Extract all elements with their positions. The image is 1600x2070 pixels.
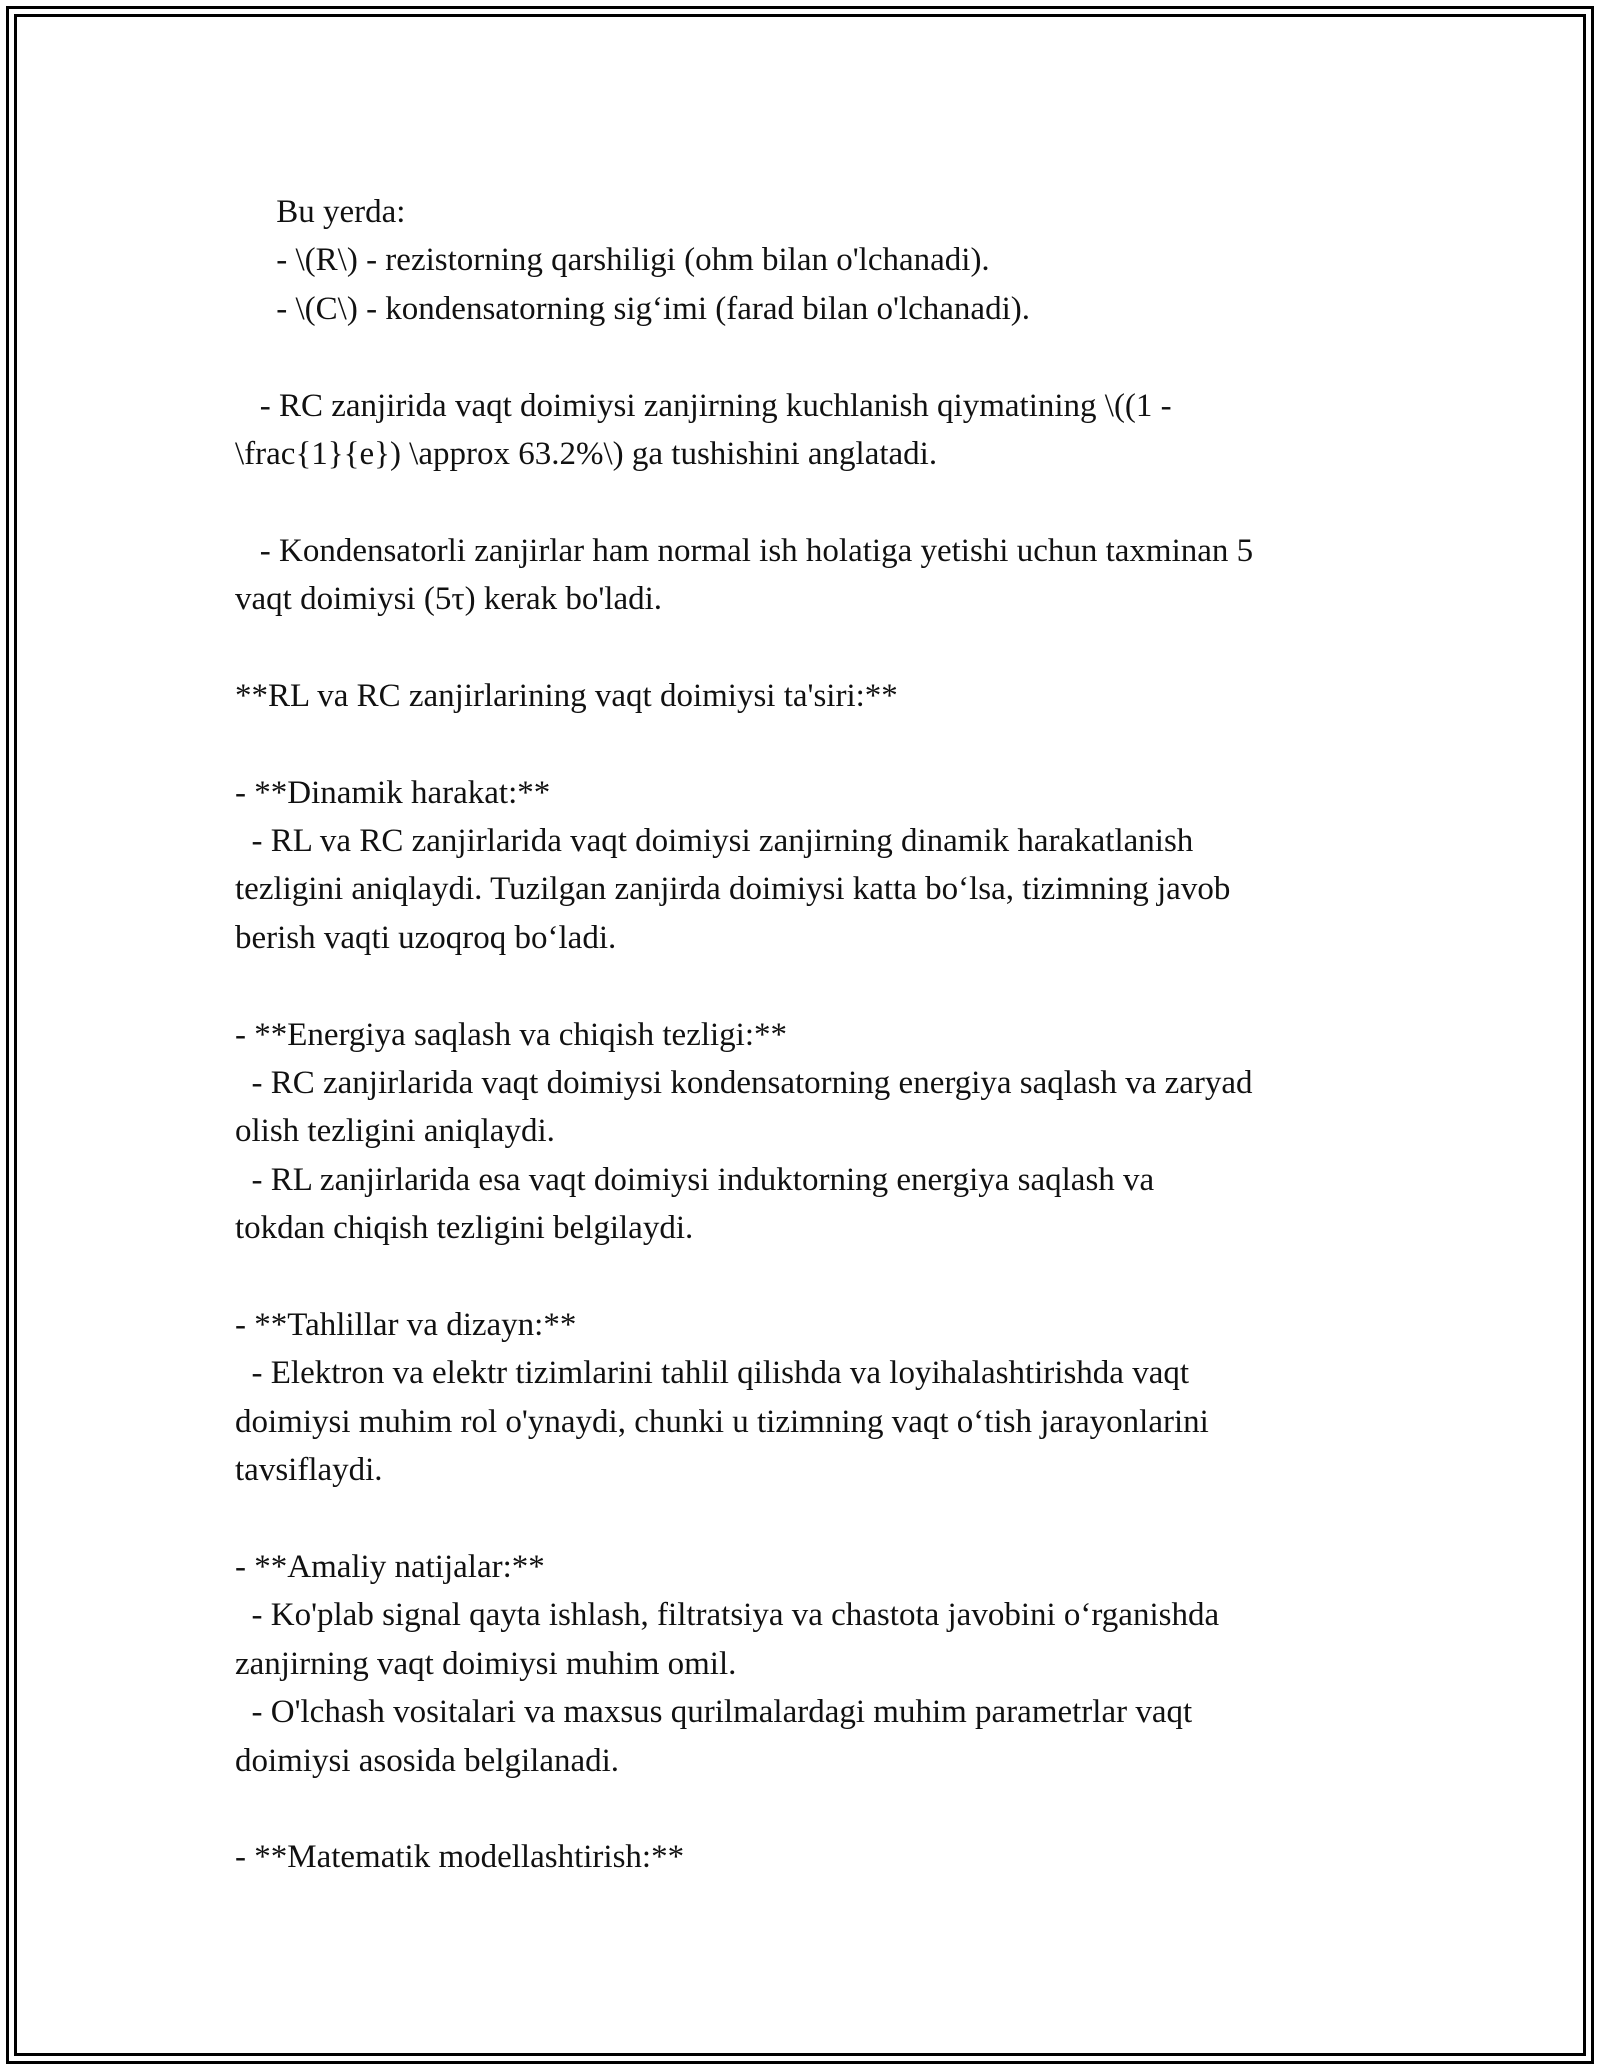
text-line: - O'lchash vositalari va maxsus qurilmalardagi muhim parametrlar vaqt [235,1694,1193,1731]
section-heading: **RL va RC zanjirlarining vaqt doimiysi ta'siri:** [235,677,898,714]
text-line: zanjirning vaqt doimiysi muhim omil. [235,1645,737,1682]
text-line: - \(C\) - kondensatorning sig‘imi (farad bilan o'lchanadi). [235,290,1030,327]
list-heading: - **Matematik modellashtirish:** [235,1839,685,1876]
blank-line [235,962,1395,1010]
blank-line [235,1785,1395,1833]
text-line: - RL zanjirlarida esa vaqt doimiysi induktorning energiya saqlash va [235,1161,1155,1198]
text-line: vaqt doimiysi (5τ) kerak bo'ladi. [235,581,663,618]
text-line: doimiysi asosida belgilanadi. [235,1742,620,1779]
text-line: berish vaqti uzoqroq bo‘ladi. [235,919,617,956]
text-line: - Kondensatorli zanjirlar ham normal ish holatiga yetishi uchun taxminan 5 [235,532,1254,569]
text-line: - Ko'plab signal qayta ishlash, filtratsiya va chastota javobini o‘rganishda [235,1597,1220,1634]
document-body [235,188,1395,1882]
list-heading: - **Dinamik harakat:** [235,774,551,811]
text-line: tezligini aniqlaydi. Tuzilgan zanjirda doimiysi katta bo‘lsa, tizimning javob [235,871,1231,908]
blank-line [235,333,1395,381]
blank-line [235,478,1395,526]
blank-line [235,624,1395,672]
blank-line [235,1495,1395,1543]
text-line: - RL va RC zanjirlarida vaqt doimiysi zanjirning dinamik harakatlanish [235,823,1194,860]
text-line: \frac{1}{e}) \approx 63.2%\) ga tushishini anglatadi. [235,435,938,472]
text-line: tavsiflaydi. [235,1452,383,1489]
blank-line [235,720,1395,768]
list-heading: - **Energiya saqlash va chiqish tezligi:** [235,1016,788,1053]
list-heading: - **Tahlillar va dizayn:** [235,1306,577,1343]
text-line: doimiysi muhim rol o'ynaydi, chunki u tizimning vaqt o‘tish jarayonlarini [235,1403,1209,1440]
text-line: - RC zanjirida vaqt doimiysi zanjirning kuchlanish qiymatining \((1 - [235,387,1172,424]
text-line: tokdan chiqish tezligini belgilaydi. [235,1210,694,1247]
text-line: - RC zanjirlarida vaqt doimiysi kondensatorning energiya saqlash va zaryad [235,1065,1253,1102]
list-heading: - **Amaliy natijalar:** [235,1548,545,1585]
text-line: olish tezligini aniqlaydi. [235,1113,555,1150]
text-line: - \(R\) - rezistorning qarshiligi (ohm bilan o'lchanadi). [235,242,990,279]
text-line: Bu yerda: [235,194,406,230]
text-line: - Elektron va elektr tizimlarini tahlil qilishda va loyihalashtirishda vaqt [235,1355,1190,1392]
blank-line [235,1253,1395,1301]
